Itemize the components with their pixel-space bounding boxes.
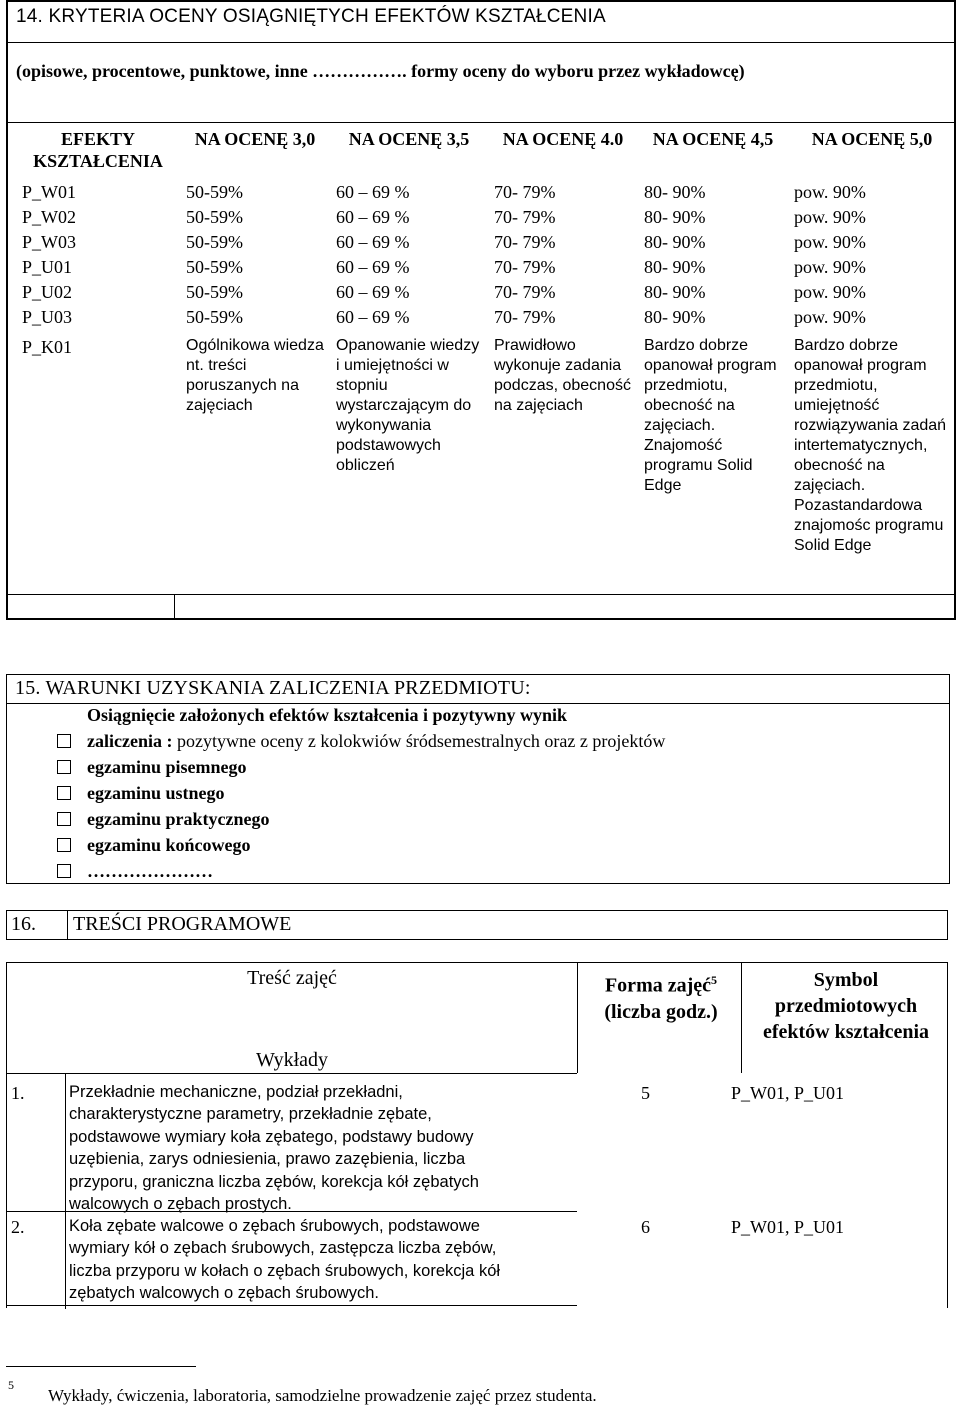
checkbox[interactable] [57, 812, 71, 826]
criterion-grade-4-0: Prawidłowo wykonuje zadania podczas, obecność na zajęciach [494, 337, 631, 414]
table-cell: pow. 90% [794, 232, 866, 252]
section-16-title: TREŚCI PROGRAMOWE [73, 913, 292, 935]
lecture-symbols: P_W01, P_U01 [731, 1083, 845, 1103]
header-form-sub: (liczba godz.) [604, 1000, 718, 1023]
header-symbol: Symbol przedmiotowych efektów kształcenia [762, 969, 930, 1043]
section-14-criteria [6, 0, 956, 620]
criterion-grade-4-5: Bardzo dobrze opanował program przedmiotu, obecność na zajęciach. Znajomość programu Solid Edge [644, 337, 777, 494]
criteria-header-row [16, 128, 956, 180]
effect-code: P_W01 [22, 182, 76, 202]
table-cell: 80- 90% [644, 282, 706, 302]
section-14-title: 14. KRYTERIA OCENY OSIĄGNIĘTYCH EFEKTÓW KSZTAŁCENIA [16, 6, 606, 27]
divider [8, 42, 954, 43]
table-cell: 60 – 69 % [336, 282, 410, 302]
lecture-content [69, 1215, 581, 1305]
lecture-number: 1. [11, 1083, 25, 1103]
lecture-line: walcowych o zębach prostych. [69, 1195, 292, 1214]
table-cell: 70- 79% [494, 207, 556, 227]
header-grade-3-5: NA OCENĘ 3,5 [348, 129, 470, 149]
header-effects: EFEKTY KSZTAŁCENIA [33, 129, 163, 171]
table-cell: 80- 90% [644, 307, 706, 327]
option-label: egzaminu ustnego [87, 783, 225, 803]
option-zaliczenie [57, 729, 665, 753]
effect-code: P_W02 [22, 207, 76, 227]
option-label: ………………… [87, 861, 213, 881]
lecture-line: wymiary kół o zębach śrubowych, zastępcza liczba zębów, [69, 1239, 497, 1258]
section-15-conditions [6, 674, 950, 884]
header-grade-5-0: NA OCENĘ 5,0 [811, 129, 933, 149]
criteria-table [16, 128, 956, 600]
lecture-line: uzębienia, zarys odniesienia, prawo zazębienia, liczba [69, 1150, 466, 1169]
option-egzamin-ustny [57, 781, 225, 805]
group-label-lectures: Wykłady [255, 1049, 329, 1071]
effect-code: P_U02 [22, 282, 73, 302]
divider [8, 122, 954, 123]
table-cell: pow. 90% [794, 307, 866, 327]
table-cell: 50-59% [186, 182, 243, 202]
header-content: Treść zajęć [247, 967, 337, 989]
table-cell: 50-59% [186, 282, 243, 302]
header-grade-3-0: NA OCENĘ 3,0 [194, 129, 316, 149]
conditions-intro: Osiągnięcie założonych efektów kształcenia i pozytywny wynik [87, 705, 567, 725]
option-label: egzaminu praktycznego [87, 809, 270, 829]
option-label: zaliczenia : [87, 731, 173, 751]
lecture-line: zębatych walcowych o zębach śrubowych. [69, 1284, 379, 1303]
checkbox[interactable] [57, 786, 71, 800]
lecture-symbols: P_W01, P_U01 [731, 1217, 845, 1237]
footnote-text: Wykłady, ćwiczenia, laboratoria, samodzielne prowadzenie zajęć przez studenta. [48, 1386, 597, 1405]
criterion-grade-3-0: Ogólnikowa wiedza nt. treści poruszanych na zajęciach [186, 337, 324, 414]
lecture-content [69, 1081, 581, 1215]
checkbox[interactable] [57, 734, 71, 748]
table-row [16, 305, 956, 330]
table-cell: pow. 90% [794, 182, 866, 202]
divider [174, 594, 175, 620]
table-cell: 50-59% [186, 307, 243, 327]
header-form-label: Forma zajęć [604, 974, 712, 997]
divider [741, 963, 742, 1073]
table-cell: pow. 90% [794, 282, 866, 302]
table-row [16, 180, 956, 205]
header-grade-4-5: NA OCENĘ 4,5 [652, 129, 774, 149]
header-grade-4-0: NA OCENĘ 4.0 [502, 129, 624, 149]
divider [8, 594, 954, 595]
effect-code: P_K01 [22, 337, 73, 357]
header-form [581, 967, 741, 1025]
table-cell: 70- 79% [494, 307, 556, 327]
lecture-line: Koła zębate walcowe o zębach śrubowych, podstawowe [69, 1217, 480, 1235]
table-cell: 80- 90% [644, 207, 706, 227]
table-cell: 60 – 69 % [336, 307, 410, 327]
lecture-line: Przekładnie mechaniczne, podział przekładni, [69, 1083, 403, 1101]
table-cell: 60 – 69 % [336, 182, 410, 202]
table-cell: 70- 79% [494, 232, 556, 252]
table-cell: 80- 90% [644, 182, 706, 202]
lecture-line: charakterystyczne parametry, przekładnie zębate, [69, 1105, 432, 1124]
table-cell: 70- 79% [494, 257, 556, 277]
section-15-title: 15. WARUNKI UZYSKANIA ZALICZENIA PRZEDMIOTU: [15, 677, 531, 699]
divider [7, 1073, 577, 1074]
table-cell: pow. 90% [794, 257, 866, 277]
lecture-hours: 5 [641, 1083, 650, 1103]
table-cell: 50-59% [186, 232, 243, 252]
table-cell: 80- 90% [644, 257, 706, 277]
checkbox[interactable] [57, 864, 71, 878]
divider [65, 1073, 66, 1309]
table-cell: 80- 90% [644, 232, 706, 252]
divider [67, 911, 68, 939]
table-cell: 60 – 69 % [336, 232, 410, 252]
section-14-subtitle: (opisowe, procentowe, punktowe, inne ……………. formy oceny do wyboru przez wykładowcę) [16, 61, 745, 81]
table-row [16, 280, 956, 305]
lecture-line: liczba przyporu w kołach o zębach śrubowych, korekcja kół [69, 1261, 501, 1280]
checkbox[interactable] [57, 760, 71, 774]
table-row [16, 205, 956, 230]
lecture-line: przyporu, graniczna liczba zębów, korekcja kół zębatych [69, 1172, 479, 1191]
footnote-mark: 5 [8, 1378, 14, 1392]
option-other [57, 859, 213, 883]
criterion-grade-5-0: Bardzo dobrze opanował program przedmiotu, umiejętność rozwiązywania zadań intertematycznych, obecność na zajęciach. Pozastandardowa znajomośc programu Solid Edge [794, 337, 947, 554]
table-cell: 50-59% [186, 207, 243, 227]
table-row [16, 255, 956, 280]
option-detail: pozytywne oceny z kolokwiów śródsemestralnych oraz z projektów [172, 731, 666, 751]
lecture-number: 2. [11, 1217, 25, 1237]
table-row-k01 [16, 330, 956, 600]
table-cell: pow. 90% [794, 207, 866, 227]
option-label: egzaminu końcowego [87, 835, 251, 855]
footnote-ref: 5 [711, 973, 718, 987]
effect-code: P_U01 [22, 257, 73, 277]
divider [577, 963, 578, 1073]
program-table [6, 962, 948, 1308]
effect-code: P_W03 [22, 232, 76, 252]
lecture-hours: 6 [641, 1217, 650, 1237]
divider [7, 703, 949, 704]
table-cell: 60 – 69 % [336, 207, 410, 227]
section-16-number: 16. [11, 913, 36, 935]
effect-code: P_U03 [22, 307, 73, 327]
option-label: egzaminu pisemnego [87, 757, 247, 777]
table-row [16, 230, 956, 255]
footnote-separator [6, 1366, 196, 1367]
option-egzamin-koncowy [57, 833, 251, 857]
criterion-grade-3-5: Opanowanie wiedzy i umiejętności w stopniu wystarczającym do wykonywania podstawowych obliczeń [336, 337, 480, 474]
divider [7, 1305, 577, 1306]
section-16-header [6, 910, 948, 940]
option-egzamin-pisemny [57, 755, 247, 779]
table-cell: 70- 79% [494, 182, 556, 202]
table-cell: 70- 79% [494, 282, 556, 302]
option-egzamin-praktyczny [57, 807, 269, 831]
lecture-line: podstawowe wymiary koła zębatego, podstawy budowy [69, 1127, 474, 1146]
table-cell: 60 – 69 % [336, 257, 410, 277]
checkbox[interactable] [57, 838, 71, 852]
divider [7, 1211, 577, 1212]
table-cell: 50-59% [186, 257, 243, 277]
